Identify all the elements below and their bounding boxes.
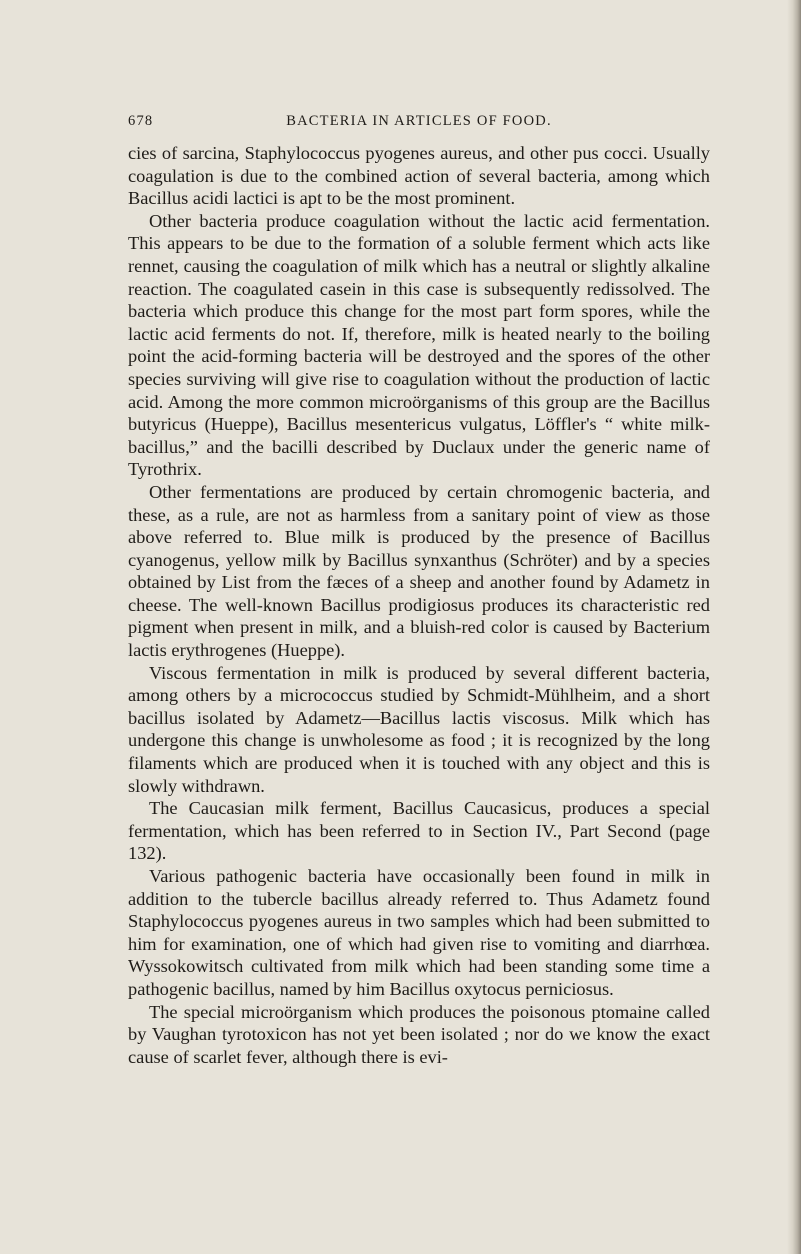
paragraph-caucasian: The Caucasian milk ferment, Bacillus Caucasicus, produces a special fermentation, which has been referred to in Section IV., Part Second (page 132). <box>128 798 710 864</box>
paragraph-pathogenic: Various pathogenic bacteria have occasionally been found in milk in addition to the tubercle bacillus already referred to. Thus Adametz found Staphylococcus pyogenes aureus in two samples which had been submitted to him for examination, one of which had given rise to vomiting and diarrhœa. Wyssokowitsch cultivated from milk which had been standing some time a pathogenic bacillus, named by him Bacillus oxytocus perniciosus. <box>128 866 710 999</box>
page-number: 678 <box>128 113 154 129</box>
page-edge-shadow <box>787 0 801 1254</box>
paragraph-chromogenic: Other fermentations are produced by certain chromogenic bacteria, and these, as a rule, are not as harmless from a sanitary point of view as those above referred to. Blue milk is produced by the presence of Bacillus cyanogenus, yellow milk by Bacillus synxanthus (Schröter) and by a species obtained by List from the fæces of a sheep and another found by Adametz in cheese. The well-known Bacillus prodigiosus produces its characteristic red pigment when present in milk, and a bluish-red color is caused by Bacterium lactis erythrogenes (Hueppe). <box>128 481 710 661</box>
page-header <box>128 113 710 135</box>
paragraph-tyrotoxicon: The special microörganism which produces the poisonous ptomaine called by Vaughan tyrotoxicon has not yet been isolated ; nor do we know the exact cause of scarlet fever, although there is evi- <box>128 1001 710 1067</box>
paragraph-coagulation: Other bacteria produce coagulation without the lactic acid fermentation. This appears to be due to the formation of a soluble ferment which acts like rennet, causing the coagulation of milk which has a neutral or slightly alkaline reaction. The coagulated casein in this case is subsequently redissolved. The bacteria which produce this change for the most part form spores, while the lactic acid ferments do not. If, therefore, milk is heated nearly to the boiling point the acid-forming bacteria will be destroyed and the spores of the other species surviving will give rise to coagulation without the production of lactic acid. Among the more common microörganisms of this group are the Bacillus butyricus (Hueppe), Bacillus mesentericus vulgatus, Löffler's “ white milk-bacillus,” and the bacilli described by Duclaux under the generic name of Tyrothrix. <box>128 210 710 480</box>
running-head: BACTERIA IN ARTICLES OF FOOD. <box>286 113 552 129</box>
body-text <box>128 142 710 1068</box>
paragraph-continued: cies of sarcina, Staphylococcus pyogenes aureus, and other pus cocci. Usually coagulation is due to the combined action of several bacteria, among which Bacillus acidi lactici is apt to be the most prominent. <box>128 143 710 209</box>
paragraph-viscous: Viscous fermentation in milk is produced by several different bacteria, among others by a micrococcus studied by Schmidt-Mühlheim, and a short bacillus isolated by Adametz—Bacillus lactis viscosus. Milk which has undergone this change is unwholesome as food ; it is recognized by the long filaments which are produced when it is touched with any object and this is slowly withdrawn. <box>128 662 710 796</box>
